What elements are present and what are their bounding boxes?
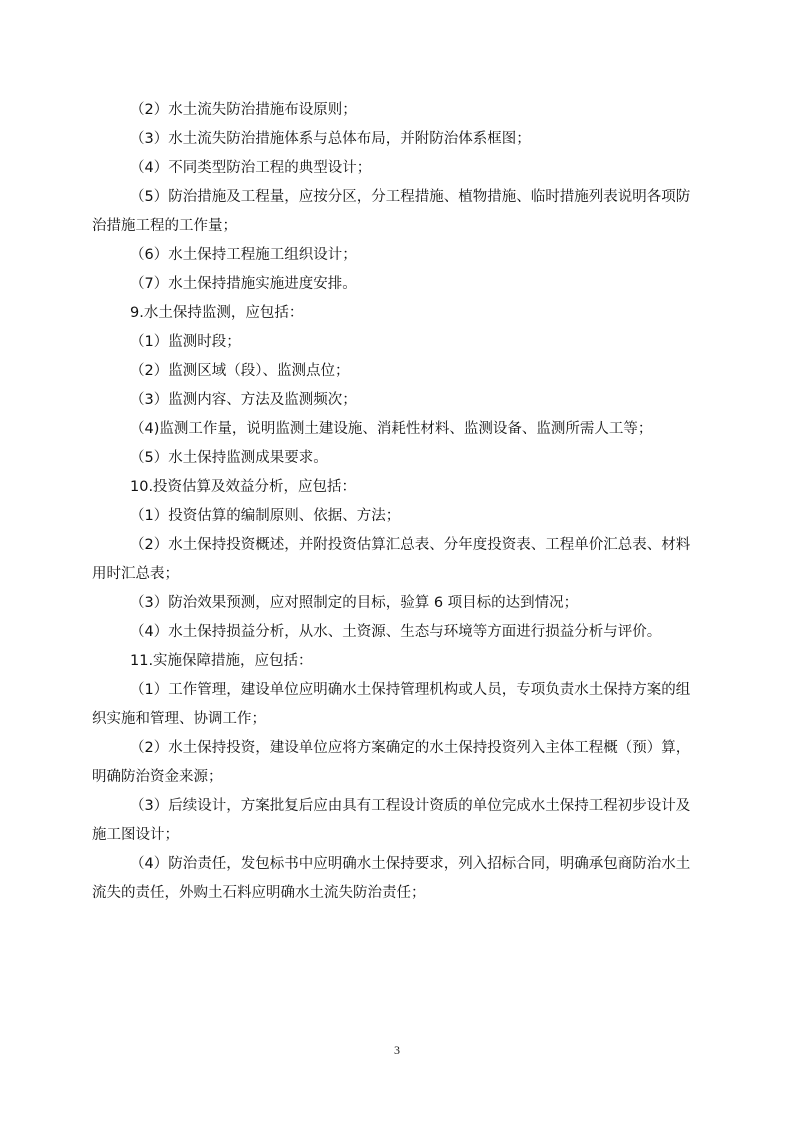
paragraph: （2）监测区域（段）、监测点位； (130, 363, 350, 379)
section-heading: 10.投资估算及效益分析，应包括： (130, 479, 357, 495)
paragraph: （1）工作管理，建设单位应明确水土保持管理机构或人员，专项负责水土保持方案的组织实施和管理、协调工作； (92, 682, 691, 727)
section-heading: 11.实施保障措施，应包括： (130, 653, 313, 669)
paragraph: （4)监测工作量，说明监测土建设施、消耗性材料、监测设备、监测所需人工等； (130, 421, 653, 437)
paragraph: （5）防治措施及工程量，应按分区，分工程措施、植物措施、临时措施列表说明各项防治措施工程的工作量； (92, 189, 691, 234)
paragraph: （7）水土保持措施实施进度安排。 (130, 276, 357, 292)
document-body (92, 96, 704, 908)
paragraph: （2）水土保持投资概述，并附投资估算汇总表、分年度投资表、工程单价汇总表、材料用时汇总表； (92, 537, 691, 582)
paragraph: （5）水土保持监测成果要求。 (130, 450, 328, 466)
paragraph: （3）防治效果预测，应对照制定的目标，验算 6 项目标的达到情况； (130, 595, 579, 611)
paragraph: （2）水土流失防治措施布设原则； (130, 102, 357, 118)
paragraph: （1）投资估算的编制原则、依据、方法； (130, 508, 401, 524)
paragraph: （4）防治责任，发包标书中应明确水土保持要求，列入招标合同，明确承包商防治水土流失的责任，外购土石料应明确水土流失防治责任； (92, 856, 691, 901)
paragraph: （2）水土保持投资，建设单位应将方案确定的水土保持投资列入主体工程概（预）算，明确防治资金来源； (92, 740, 691, 785)
paragraph: （3）监测内容、方法及监测频次； (130, 392, 357, 408)
paragraph: （6）水土保持工程施工组织设计； (130, 247, 357, 263)
paragraph: （4）不同类型防治工程的典型设计； (130, 160, 372, 176)
paragraph: （3）水土流失防治措施体系与总体布局，并附防治体系框图； (130, 131, 531, 147)
page-number: 3 (394, 1043, 400, 1057)
section-heading: 9.水土保持监测，应包括： (130, 305, 304, 321)
paragraph: （3）后续设计，方案批复后应由具有工程设计资质的单位完成水土保持工程初步设计及施工图设计； (92, 798, 691, 843)
paragraph: （1）监测时段； (130, 334, 241, 350)
paragraph: （4）水土保持损益分析，从水、土资源、生态与环境等方面进行损益分析与评价。 (130, 624, 662, 640)
